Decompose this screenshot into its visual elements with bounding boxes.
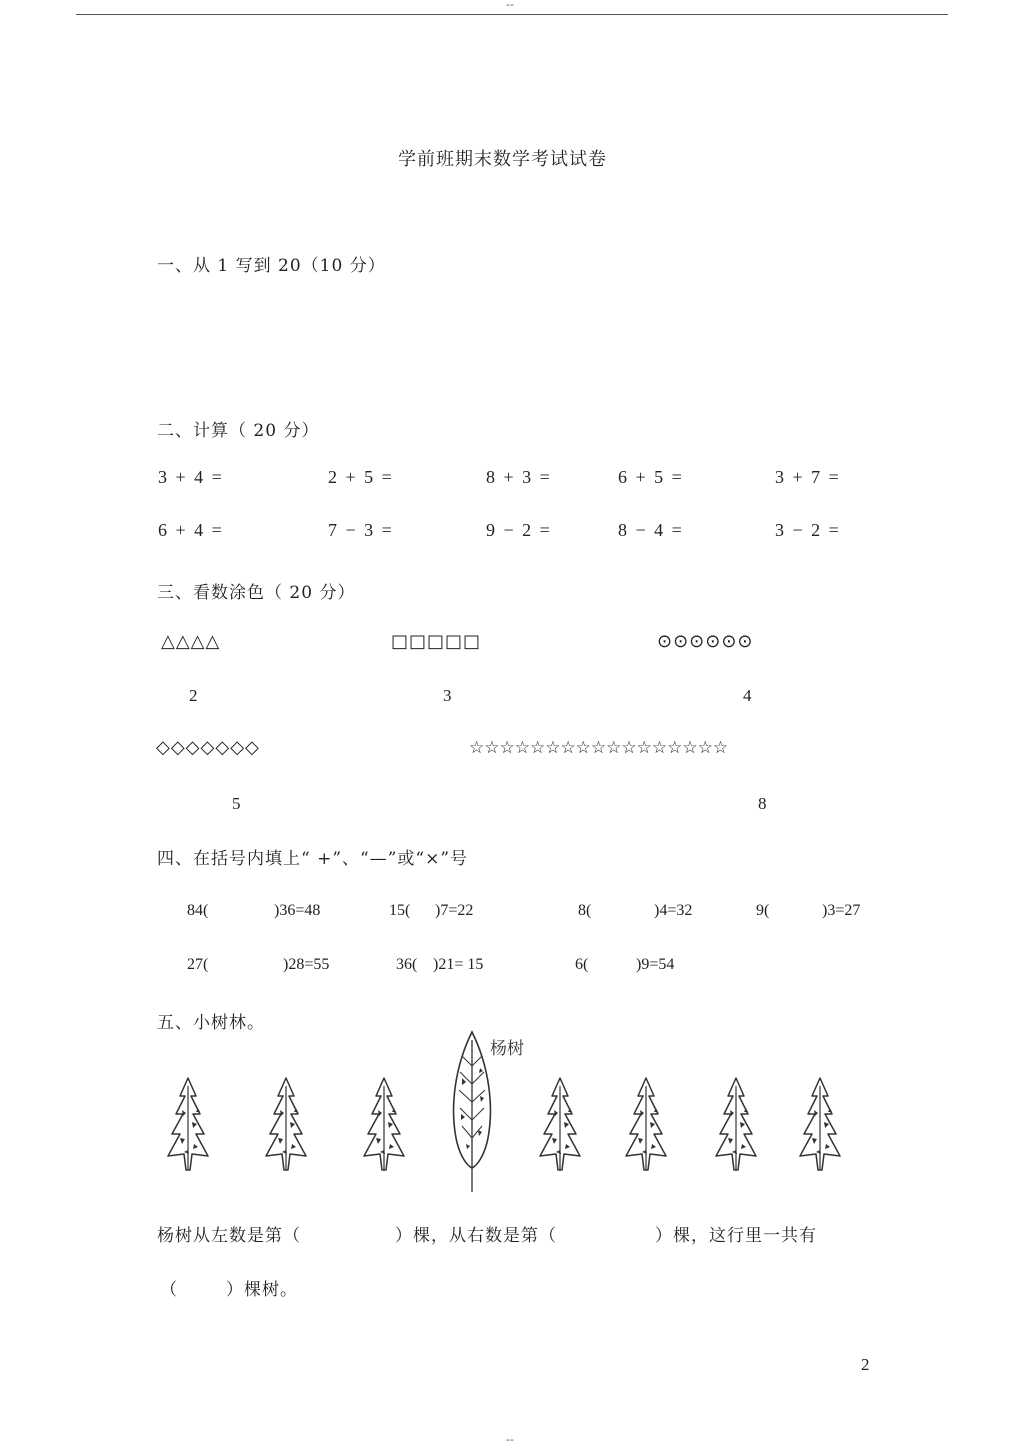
diamonds: ◇◇◇◇◇◇◇ bbox=[156, 737, 260, 758]
calc-item: 6 + 4 = bbox=[158, 520, 224, 540]
fill-right: )9=54 bbox=[636, 956, 675, 973]
section2-heading: 二、计算（ 20 分） bbox=[157, 421, 320, 441]
bottom-mark: -- bbox=[506, 1433, 514, 1446]
question-part: （ bbox=[160, 1280, 178, 1300]
calc-item: 3 + 4 = bbox=[158, 467, 224, 487]
page-number: 2 bbox=[861, 1355, 870, 1374]
question-part: ）棵，这行里一共有 bbox=[655, 1226, 817, 1246]
section1-heading: 一、从 1 写到 20（10 分） bbox=[157, 256, 386, 276]
pine-tree-icon bbox=[716, 1078, 756, 1170]
section3-heading: 三、看数涂色（ 20 分） bbox=[157, 583, 356, 603]
fill-right: )4=32 bbox=[654, 902, 693, 919]
circles: ⊙⊙⊙⊙⊙⊙ bbox=[657, 631, 754, 652]
color-count: 8 bbox=[758, 794, 767, 813]
fill-right: )21= 15 bbox=[433, 956, 484, 973]
fill-left: 9( bbox=[756, 902, 770, 919]
fill-right: )7=22 bbox=[435, 902, 474, 919]
color-count: 4 bbox=[743, 686, 752, 705]
fill-right: )3=27 bbox=[822, 902, 861, 919]
question-part: 杨树从左数是第（ bbox=[157, 1226, 301, 1246]
fill-left: 84( bbox=[187, 902, 209, 919]
color-count: 2 bbox=[189, 686, 198, 705]
triangles: △△△△ bbox=[161, 631, 221, 652]
question-part: ）棵，从右数是第（ bbox=[395, 1226, 557, 1246]
section4-heading: 四、在括号内填上“ +”、“—”或“×”号 bbox=[157, 849, 469, 869]
top-rule bbox=[76, 14, 948, 15]
stars: ☆☆☆☆☆☆☆☆☆☆☆☆☆☆☆☆☆ bbox=[469, 738, 729, 758]
page-title: 学前班期末数学考试试卷 bbox=[398, 149, 607, 170]
color-count: 3 bbox=[443, 686, 452, 705]
pine-tree-icon bbox=[540, 1078, 580, 1170]
calc-item: 6 + 5 = bbox=[618, 467, 684, 487]
calc-item: 9 − 2 = bbox=[486, 520, 552, 540]
fill-left: 8( bbox=[578, 902, 592, 919]
question-part: ）棵树。 bbox=[226, 1280, 298, 1300]
poplar-tree-icon bbox=[454, 1032, 491, 1192]
poplar-label: 杨树 bbox=[490, 1039, 524, 1059]
fill-left: 27( bbox=[187, 956, 209, 973]
fill-left: 36( bbox=[396, 956, 418, 973]
squares: □□□□□ bbox=[391, 631, 482, 652]
calc-item: 8 − 4 = bbox=[618, 520, 684, 540]
color-count: 5 bbox=[232, 794, 241, 813]
section5-heading: 五、小树林。 bbox=[157, 1013, 265, 1033]
calc-item: 3 − 2 = bbox=[775, 520, 841, 540]
fill-left: 6( bbox=[575, 956, 589, 973]
calc-item: 3 + 7 = bbox=[775, 467, 841, 487]
calc-item: 7 − 3 = bbox=[328, 520, 394, 540]
calc-item: 2 + 5 = bbox=[328, 467, 394, 487]
pine-tree-icon bbox=[168, 1078, 208, 1170]
fill-left: 15( bbox=[389, 902, 411, 919]
calc-item: 8 + 3 = bbox=[486, 467, 552, 487]
top-mark: -- bbox=[506, 0, 514, 11]
fill-right: )36=48 bbox=[274, 902, 321, 919]
fill-right: )28=55 bbox=[283, 956, 330, 973]
pine-tree-icon bbox=[800, 1078, 840, 1170]
pine-tree-icon bbox=[266, 1078, 306, 1170]
pine-tree-icon bbox=[626, 1078, 666, 1170]
pine-tree-icon bbox=[364, 1078, 404, 1170]
